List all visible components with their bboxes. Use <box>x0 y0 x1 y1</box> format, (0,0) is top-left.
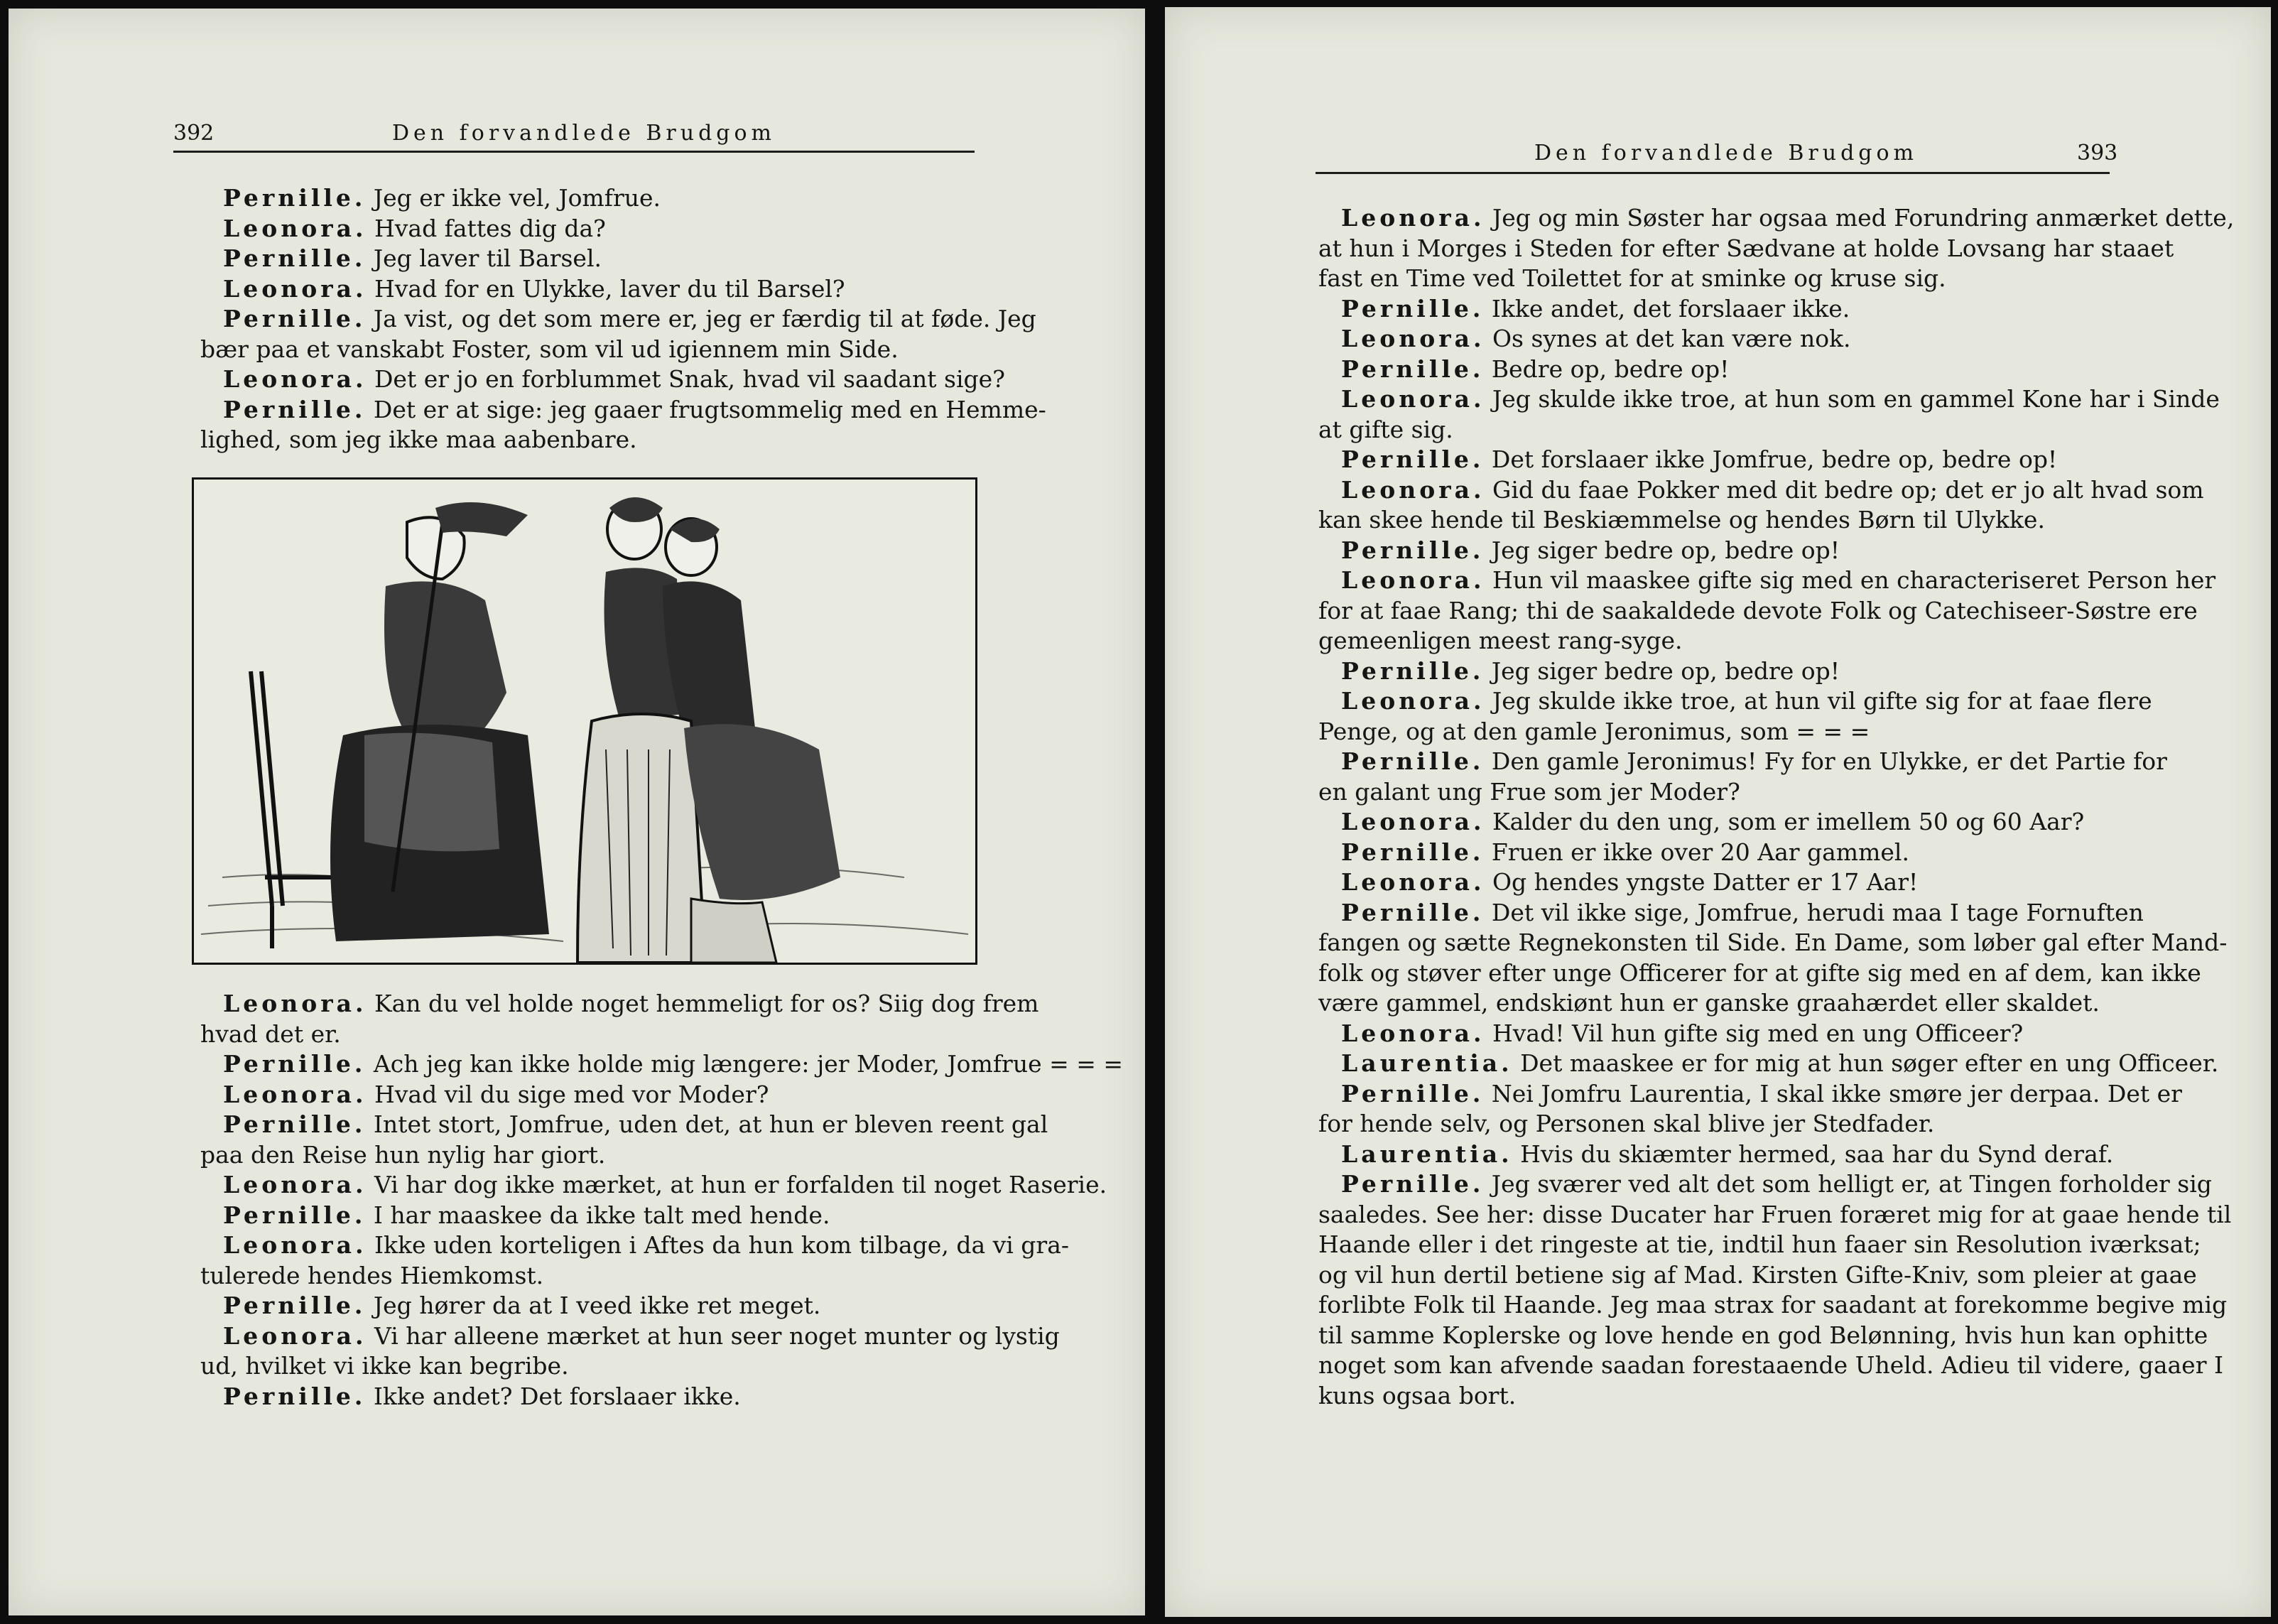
running-head-right: Den forvandlede Brudgom <box>1534 141 1918 166</box>
line-text: Ja vist, og det som mere er, jeg er færdig til at føde. Jeg <box>366 305 1036 332</box>
text-line <box>1318 626 2108 656</box>
line-text: og vil hun dertil betiene sig af Mad. Kirsten Gifte-Kniv, som pleier at gaae <box>1318 1260 2197 1289</box>
text-line <box>1318 1230 2201 1260</box>
text-line <box>1318 777 2108 808</box>
text-line <box>200 1351 972 1382</box>
text-line <box>1318 415 2108 445</box>
speaker-name: Leonora. <box>223 365 367 393</box>
text-line <box>200 989 1039 1019</box>
text-line <box>1318 354 2108 385</box>
running-head: Den forvandlede Brudgom <box>392 121 776 146</box>
illustration <box>192 477 977 965</box>
text-line <box>1318 898 2144 929</box>
text-line <box>1318 264 2108 294</box>
text-line <box>1318 596 2198 627</box>
speaker-name: Pernille. <box>1341 294 1485 323</box>
speaker-name: Pernille. <box>1341 838 1485 866</box>
text-line <box>1318 1049 2219 1079</box>
line-text: ud, hvilket vi ikke kan begribe. <box>200 1352 569 1380</box>
speaker-name: Leonora. <box>223 1171 367 1198</box>
line-text: Ikke uden korteligen i Aftes da hun kom tilbage, da vi gra- <box>367 1231 1070 1259</box>
text-line <box>200 244 972 274</box>
speaker-name: Pernille. <box>1341 656 1485 685</box>
line-text: bær paa et vanskabt Foster, som vil ud igiennem min Side. <box>200 335 899 363</box>
line-text: hvad det er. <box>200 1019 341 1048</box>
text-line <box>1318 928 2228 958</box>
text-line <box>1318 747 2167 777</box>
speaker-name: Pernille. <box>223 395 367 423</box>
speaker-name: Leonora. <box>1341 566 1485 594</box>
text-line <box>200 1382 972 1412</box>
line-text: Ach jeg kan ikke holde mig længere: jer Moder, Jomfrue = = = <box>366 1050 1124 1078</box>
speaker-name: Leonora. <box>223 274 367 303</box>
line-text: Det er at sige: jeg gaaer frugtsommelig med en Hemme- <box>366 395 1046 423</box>
speaker-name: Pernille. <box>223 1201 367 1229</box>
text-line <box>1318 656 2108 687</box>
text-line <box>1318 958 2201 989</box>
speaker-name: Pernille. <box>223 305 367 332</box>
line-text: gemeenligen meest rang-syge. <box>1318 627 1683 654</box>
speaker-name: Leonora. <box>1341 868 1485 896</box>
text-line <box>1318 475 2204 506</box>
text-line <box>1318 324 2108 354</box>
text-line <box>1318 1109 2108 1139</box>
line-text: folk og støver efter unge Officerer for at gifte sig med en af dem, kan ikke <box>1318 958 2201 987</box>
speaker-name: Leonora. <box>1341 1019 1485 1047</box>
text-line <box>200 1261 972 1292</box>
speaker-name: Leonora. <box>1341 475 1485 504</box>
speaker-name: Leonora. <box>1341 687 1485 715</box>
page-number-right: 393 <box>2077 141 2118 166</box>
text-line <box>1318 1079 2182 1110</box>
text-line <box>200 395 1046 426</box>
line-text: for hende selv, og Personen skal blive jer Stedfader. <box>1318 1110 1935 1137</box>
line-text: Fruen er ikke over 20 Aar gammel. <box>1484 838 1909 866</box>
text-line <box>1318 565 2216 596</box>
line-text: Hvad! Vil hun gifte sig med en ung Officeer? <box>1485 1019 2024 1047</box>
line-text: Nei Jomfru Laurentia, I skal ikke smøre jer derpaa. Det er <box>1484 1079 2182 1108</box>
speaker-name: Pernille. <box>223 244 367 272</box>
line-text: Det vil ikke sige, Jomfrue, herudi maa I tage Fornuften <box>1484 898 2144 926</box>
text-line <box>200 1019 972 1050</box>
line-text: Jeg siger bedre op, bedre op! <box>1484 536 1840 564</box>
line-text: Intet stort, Jomfrue, uden det, at hun er bleven reent gal <box>366 1110 1048 1138</box>
text-line <box>1318 988 2108 1019</box>
text-line <box>200 1110 1048 1140</box>
line-text: en galant ung Frue som jer Moder? <box>1318 777 1740 806</box>
line-text: saaledes. See her: disse Ducater har Fruen foræret mig for at gaae hende til <box>1318 1200 2232 1228</box>
text-line <box>200 335 972 365</box>
speaker-name: Pernille. <box>1341 1079 1485 1108</box>
text-line <box>1318 1200 2232 1230</box>
text-line <box>1318 717 2108 747</box>
text-line <box>200 1230 1070 1261</box>
line-text: I har maaskee da ikke talt med hende. <box>366 1201 830 1229</box>
header-rule-right <box>1316 172 2110 174</box>
line-text: Os synes at det kan være nok. <box>1485 325 1851 352</box>
text-line <box>200 425 972 455</box>
header-rule <box>173 151 975 153</box>
speaker-name: Pernille. <box>1341 445 1485 473</box>
line-text: Hvad for en Ulykke, laver du til Barsel? <box>367 274 845 303</box>
line-text: Vi har alleene mærket at hun seer noget munter og lystig <box>367 1321 1060 1350</box>
speaker-name: Pernille. <box>1341 747 1485 775</box>
line-text: Jeg laver til Barsel. <box>366 244 602 272</box>
line-text: kuns ogsaa bort. <box>1318 1381 1517 1409</box>
speaker-name: Pernille. <box>223 1050 367 1078</box>
line-text: Hvad fattes dig da? <box>367 214 606 242</box>
text-line <box>1318 1260 2197 1291</box>
text-line <box>1318 505 2108 536</box>
text-line <box>200 1049 1124 1080</box>
line-text: Haande eller i det ringeste at tie, indtil hun faaer sin Resolution iværksat; <box>1318 1230 2201 1258</box>
line-text: Hun vil maaskee gifte sig med en characteriseret Person her <box>1485 566 2216 594</box>
line-text: Jeg skulde ikke troe, at hun vil gifte sig for at faae flere <box>1485 687 2152 715</box>
text-line <box>200 304 1036 335</box>
line-text: Det forslaaer ikke Jomfrue, bedre op, bedre op! <box>1484 445 2058 473</box>
text-line <box>200 1170 1107 1201</box>
text-line <box>1318 384 2220 415</box>
text-line <box>200 1140 972 1171</box>
text-line <box>200 1201 972 1231</box>
right-page <box>1165 7 2271 1617</box>
line-text: Den gamle Jeronimus! Fy for en Ulykke, er det Partie for <box>1484 747 2167 775</box>
line-text: Penge, og at den gamle Jeronimus, som = = = <box>1318 717 1870 745</box>
speaker-name: Leonora. <box>223 1080 367 1108</box>
text-block-bottom <box>200 989 1124 1412</box>
speaker-name: Leonora. <box>1341 204 1485 232</box>
text-line <box>200 1080 972 1110</box>
text-line <box>1318 1381 2108 1412</box>
line-text: forlibte Folk til Haande. Jeg maa strax for saadant at forekomme begive mig <box>1318 1291 2228 1319</box>
text-line <box>1318 807 2108 838</box>
speaker-name: Pernille. <box>1341 536 1485 564</box>
text-line <box>1318 536 2108 566</box>
speaker-name: Leonora. <box>223 1321 367 1350</box>
text-line <box>200 364 1005 395</box>
line-text: Og hendes yngste Datter er 17 Aar! <box>1485 868 1919 896</box>
line-text: være gammel, endskiønt hun er ganske graahærdet eller skaldet. <box>1318 989 2100 1017</box>
text-line <box>1318 294 2108 325</box>
text-line <box>1318 867 2108 898</box>
text-line <box>200 274 972 305</box>
line-text: for at faae Rang; thi de saakaldede devote Folk og Catechiseer-Søstre ere <box>1318 596 2198 624</box>
line-text: Jeg skulde ikke troe, at hun som en gammel Kone har i Sinde <box>1485 385 2220 413</box>
text-line <box>1318 1350 2223 1381</box>
line-text: Kalder du den ung, som er imellem 50 og 60 Aar? <box>1485 808 2085 835</box>
text-line <box>200 1291 972 1321</box>
text-line <box>1318 838 2108 868</box>
speaker-name: Leonora. <box>223 1231 367 1259</box>
line-text: Jeg og min Søster har ogsaa med Forundring anmærket dette, <box>1485 204 2235 232</box>
text-line <box>200 183 972 214</box>
line-text: Vi har dog ikke mærket, at hun er forfalden til noget Raserie. <box>367 1171 1107 1198</box>
speaker-name: Leonora. <box>223 214 367 242</box>
line-text: tulerede hendes Hiemkomst. <box>200 1261 544 1289</box>
line-text: Det er jo en forblummet Snak, hvad vil saadant sige? <box>367 365 1005 393</box>
text-line <box>200 1321 1060 1352</box>
speaker-name: Leonora. <box>1341 385 1485 413</box>
speaker-name: Laurentia. <box>1341 1049 1513 1077</box>
page-number: 392 <box>173 121 215 146</box>
line-text: Jeg sværer ved alt det som helligt er, at Tingen forholder sig <box>1484 1170 2212 1198</box>
text-line <box>1318 234 2174 264</box>
text-line <box>1318 686 2152 717</box>
line-text: Ikke andet, det forslaaer ikke. <box>1484 294 1850 323</box>
line-text: til samme Koplerske og love hende en god Belønning, hvis hun kan ophitte <box>1318 1321 2208 1349</box>
text-block-top <box>200 183 1046 455</box>
line-text: Kan du vel holde noget hemmeligt for os? Siig dog frem <box>367 990 1039 1017</box>
text-line <box>1318 1019 2108 1049</box>
speaker-name: Pernille. <box>223 1382 367 1410</box>
speaker-name: Laurentia. <box>1341 1139 1513 1168</box>
illustration-drawing <box>194 480 975 963</box>
line-text: noget som kan afvende saadan forestaaende Uheld. Adieu til videre, gaaer I <box>1318 1351 2223 1379</box>
line-text: Ikke andet? Det forslaaer ikke. <box>366 1382 741 1410</box>
text-line <box>1318 1321 2208 1351</box>
text-line <box>1318 1169 2212 1200</box>
speaker-name: Pernille. <box>1341 354 1485 383</box>
line-text: fangen og sætte Regnekonsten til Side. En Dame, som løber gal efter Mand- <box>1318 929 2228 956</box>
speaker-name: Pernille. <box>1341 1170 1485 1198</box>
speaker-name: Leonora. <box>223 990 367 1017</box>
text-block-right <box>1318 203 2235 1411</box>
left-page <box>9 9 1145 1615</box>
line-text: Hvad vil du sige med vor Moder? <box>367 1080 769 1108</box>
text-line <box>1318 445 2108 475</box>
text-line <box>200 214 972 244</box>
line-text: Jeg er ikke vel, Jomfrue. <box>366 184 661 212</box>
line-text: lighed, som jeg ikke maa aabenbare. <box>200 426 637 453</box>
speaker-name: Pernille. <box>223 1292 367 1319</box>
speaker-name: Leonora. <box>1341 808 1485 835</box>
line-text: Det maaskee er for mig at hun søger efter en ung Officeer. <box>1512 1049 2219 1077</box>
speaker-name: Pernille. <box>223 184 367 212</box>
line-text: paa den Reise hun nylig har giort. <box>200 1140 606 1169</box>
line-text: at hun i Morges i Steden for efter Sædvane at holde Lovsang har staaet <box>1318 234 2174 262</box>
line-text: at gifte sig. <box>1318 415 1453 443</box>
line-text: kan skee hende til Beskiæmmelse og hendes Børn til Ulykke. <box>1318 506 2045 534</box>
line-text: Bedre op, bedre op! <box>1484 354 1730 383</box>
line-text: Jeg siger bedre op, bedre op! <box>1484 656 1840 685</box>
line-text: fast en Time ved Toilettet for at sminke og kruse sig. <box>1318 264 1946 292</box>
speaker-name: Leonora. <box>1341 325 1485 352</box>
line-text: Jeg hører da at I veed ikke ret meget. <box>366 1292 821 1319</box>
speaker-name: Pernille. <box>223 1110 367 1138</box>
line-text: Gid du faae Pokker med dit bedre op; det er jo alt hvad som <box>1485 475 2204 504</box>
text-line <box>1318 203 2235 234</box>
text-line <box>1318 1290 2228 1321</box>
speaker-name: Pernille. <box>1341 898 1485 926</box>
line-text: Hvis du skiæmter hermed, saa har du Synd deraf. <box>1512 1139 2114 1168</box>
text-line <box>1318 1139 2114 1170</box>
